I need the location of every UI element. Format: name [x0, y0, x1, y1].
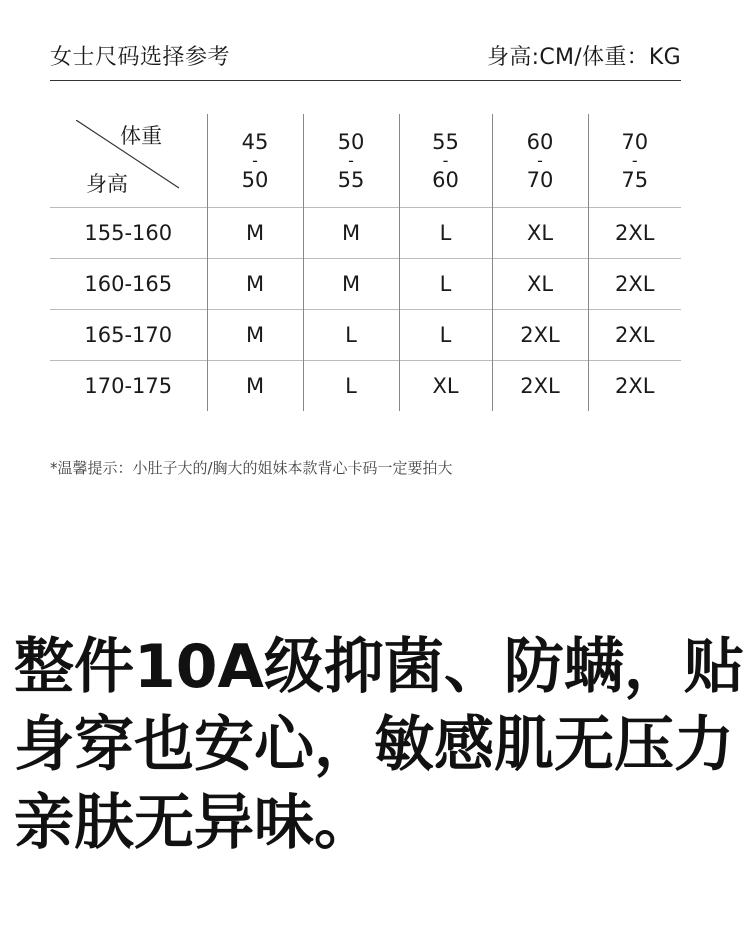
size-cell: L — [399, 259, 492, 310]
size-guide-title: 女士尺码选择参考 — [50, 45, 231, 70]
weight-axis-label: 体重 — [120, 124, 162, 148]
weight-to: 55 — [337, 167, 365, 192]
size-table — [50, 114, 681, 411]
size-cell: L — [399, 208, 492, 259]
weight-from: 60 — [526, 129, 554, 154]
size-cell: 2XL — [588, 310, 681, 361]
sizing-tip: *温馨提示：小肚子大的/胸大的姐妹本款背心卡码一定要拍大 — [50, 459, 453, 477]
height-range-cell: 170-175 — [50, 361, 207, 412]
weight-to: 50 — [241, 167, 269, 192]
size-cell: M — [303, 259, 399, 310]
weight-range-header — [303, 114, 399, 208]
size-cell: L — [303, 310, 399, 361]
size-cell: L — [303, 361, 399, 412]
size-cell: 2XL — [588, 259, 681, 310]
table-row — [50, 208, 681, 259]
table-row — [50, 310, 681, 361]
size-cell: XL — [492, 208, 588, 259]
table-row — [50, 361, 681, 412]
weight-from: 55 — [432, 129, 459, 154]
size-cell: M — [207, 310, 303, 361]
height-range-cell: 160-165 — [50, 259, 207, 310]
size-cell: 2XL — [588, 361, 681, 412]
unit-label: 身高:CM/体重：KG — [487, 45, 681, 70]
weight-to: 75 — [621, 167, 649, 192]
weight-dash: - — [442, 150, 449, 170]
weight-range-header — [399, 114, 492, 208]
size-cell: M — [207, 208, 303, 259]
size-cell: M — [303, 208, 399, 259]
size-cell: L — [399, 310, 492, 361]
weight-dash: - — [631, 150, 638, 170]
height-axis-label: 身高 — [86, 172, 128, 196]
weight-dash: - — [252, 150, 258, 170]
size-cell: XL — [492, 259, 588, 310]
size-cell: 2XL — [492, 310, 588, 361]
size-cell: M — [207, 259, 303, 310]
weight-from: 50 — [337, 129, 365, 154]
height-range-cell: 165-170 — [50, 310, 207, 361]
weight-dash: - — [537, 150, 543, 170]
size-cell: XL — [399, 361, 492, 412]
weight-from: 45 — [241, 129, 269, 154]
weight-dash: - — [348, 150, 354, 170]
promo-text — [14, 628, 744, 862]
weight-range-header — [492, 114, 588, 208]
table-header-row — [50, 114, 681, 208]
table-row — [50, 259, 681, 310]
weight-range-header — [207, 114, 303, 208]
weight-from: 70 — [621, 129, 649, 154]
size-guide-header — [50, 34, 681, 81]
size-cell: M — [207, 361, 303, 412]
size-cell: 2XL — [588, 208, 681, 259]
height-range-cell: 155-160 — [50, 208, 207, 259]
weight-range-header — [588, 114, 681, 208]
size-cell: 2XL — [492, 361, 588, 412]
promo-line-3: 亲肤无异味。 — [14, 788, 374, 858]
corner-cell — [50, 114, 207, 208]
weight-to: 60 — [432, 167, 459, 192]
weight-to: 70 — [526, 167, 554, 192]
promo-line-1: 整件10A级抑菌、防螨，贴 — [14, 632, 744, 702]
promo-line-2: 身穿也安心，敏感肌无压力 — [14, 710, 734, 780]
